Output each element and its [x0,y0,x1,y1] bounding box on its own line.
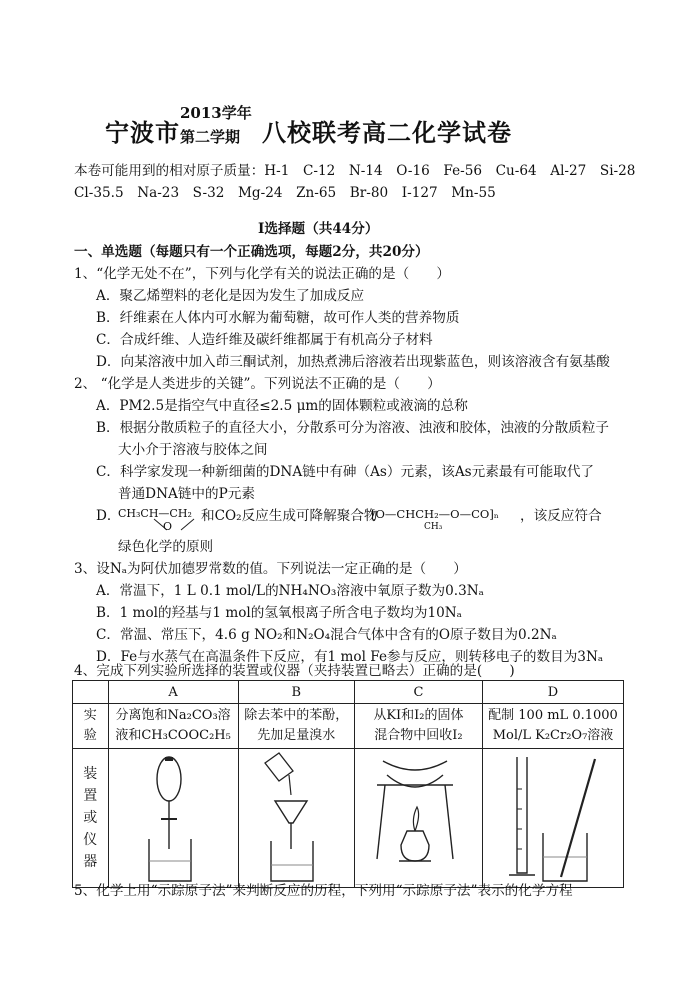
q5-stem: 5、化学上用“示踪原子法”来判断反应的历程，下列用“示踪原子法”表示的化学方程 [74,883,573,899]
apparatus-b [238,749,354,888]
atomic-mass-line-2: Cl-35.5 Na-23 S-32 Mg-24 Zn-65 Br-80 I-127 Mn-55 [74,185,496,201]
q1-option-d: D．向某溶液中加入茚三酮试剂，加热煮沸后溶液若出现紫蓝色，则该溶液含有氨基酸 [96,354,610,370]
header-year: 2013学年 [180,104,252,122]
row-label-experiment: 实验 [73,704,109,749]
q2-option-a: A．PM2.5是指空气中直径≤2.5 μm的固体颗粒或液滴的总称 [96,398,468,414]
q2-epoxide-oxygen: O [163,520,173,533]
col-head-b: B [238,681,354,704]
header-term: 第二学期 [180,128,241,146]
exp-cell-a: 分离饱和Na₂CO₃溶 液和CH₃COOC₂H₅ [108,704,238,749]
q1-option-c: C．合成纤维、人造纤维及碳纤维都属于有机高分子材料 [96,332,433,348]
sublimation-apparatus-icon [355,749,475,887]
volumetric-glassware-icon [483,749,623,887]
header-exam-title: 八校联考高二化学试卷 [262,118,512,147]
filtration-funnel-icon [239,749,347,887]
apparatus-d [483,749,624,888]
q2-polymer-methyl: CH₃ [424,522,443,532]
apparatus-a [108,749,238,888]
q2-option-b: B．根据分散质粒子的直径大小，分散系可分为溶液、浊液和胶体，浊液的分散质粒子 [96,420,609,436]
q1-option-a: A．聚乙烯塑料的老化是因为发生了加成反应 [96,288,365,304]
q3-option-b: B．1 mol的羟基与1 mol的氢氧根离子所含电子数均为10Nₐ [96,605,462,621]
q1-option-b: B．纤维素在人体内可水解为葡萄糖，故可作人类的营养物质 [96,310,460,326]
row-label-apparatus: 装置或仪器 [73,749,109,888]
q2-epoxide-formula: CH₃CH—CH₂ [118,507,192,520]
exp-cell-d: 配制 100 mL 0.1000 Mol/L K₂Cr₂O₇溶液 [483,704,624,749]
q3-option-c: C．常温、常压下，4.6 g NO₂和N₂O₄混合气体中含有的O原子数目为0.2Nₐ [96,627,557,643]
separatory-funnel-icon [109,749,231,887]
section-title: Ⅰ选择题（共44分） [258,221,379,237]
q2-option-d-suffix: ，该反应符合 [520,508,602,524]
q2-option-b-cont: 大小介于溶液与胶体之间 [118,442,268,458]
q1-stem: 1、“化学无处不在”，下列与化学有关的说法正确的是（ ） [74,266,450,282]
part-one-heading: 一、单选题（每题只有一个正确选项，每题2分，共20分） [74,244,429,260]
atomic-mass-line-1: 本卷可能用到的相对原子质量：H-1 C-12 N-14 O-16 Fe-56 Cu-64 Al-27 Si-28 [74,163,636,179]
q3-option-d: D．Fe与水蒸气在高温条件下反应，有1 mol Fe参与反应，则转移电子的数目为3Nₐ [96,649,604,665]
header-city: 宁波市 [105,118,180,147]
q2-option-d-cont: 绿色化学的原则 [118,539,214,555]
exp-cell-b: 除去苯中的苯酚， 先加足量溴水 [238,704,354,749]
q4-apparatus-table [72,680,624,888]
q3-option-a: A．常温下，1 L 0.1 mol/L的NH₄NO₃溶液中氧原子数为0.3Nₐ [96,583,484,599]
q2-polymer-formula: [O—CHCH₂—O—CO]ₙ [371,507,499,521]
col-head-a: A [108,681,238,704]
q2-option-c-cont: 普通DNA链中的P元素 [118,486,255,502]
col-head-d: D [483,681,624,704]
q4-stem: 4、完成下列实验所选择的装置或仪器（夹持装置已略去）正确的是( ) [74,663,515,679]
table-corner [73,681,109,704]
epoxide-bond-lines [150,518,200,532]
q3-stem: 3、设Nₐ为阿伏加德罗常数的值。下列说法一定正确的是（ ） [74,561,467,577]
apparatus-c [354,749,482,888]
q2-option-d-prefix: D． [96,508,121,524]
q2-option-c: C．科学家发现一种新细菌的DNA链中有砷（As）元素，该As元素最有可能取代了 [96,464,595,480]
q2-option-d-middle: 和CO₂反应生成可降解聚合物 [201,508,378,524]
exp-cell-c: 从KI和I₂的固体 混合物中回收I₂ [354,704,482,749]
col-head-c: C [354,681,482,704]
q2-stem: 2、 “化学是人类进步的关键”。下列说法不正确的是（ ） [74,376,441,392]
